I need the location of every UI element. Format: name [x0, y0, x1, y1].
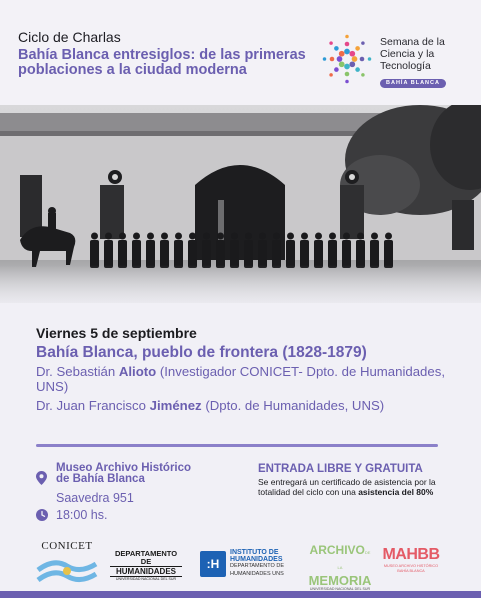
location-pin-icon	[36, 471, 47, 485]
certificate-note: Se entregará un certificado de asistencia por la totalidad del ciclo con una asistencia del 80%	[258, 477, 436, 497]
event-time: 18:00 hs.	[56, 508, 108, 522]
ih-icon: :H	[200, 551, 226, 577]
venue-name: Museo Archivo Histórico de Bahía Blanca	[56, 462, 192, 485]
clock-icon	[36, 509, 48, 521]
series-label: Ciclo de Charlas	[18, 29, 121, 45]
section-divider	[36, 444, 438, 447]
speaker-2: Dr. Juan Francisco Jiménez (Dpto. de Humanidades, UNS)	[36, 398, 385, 413]
speaker-1: Dr. Sebastián Alioto (Investigador CONICET- Dpto. de Humanidades, UNS)	[36, 364, 445, 394]
free-entry-label: ENTRADA LIBRE Y GRATUITA	[258, 463, 423, 475]
semana-ciencia-text: Semana de la Ciencia y la Tecnología	[380, 36, 445, 72]
photo-fade	[0, 265, 481, 315]
city-badge: BAHÍA BLANCA	[380, 79, 446, 88]
mahbb-logo: MAHBB MUSEO ARCHIVO HISTÓRICO BAHÍA BLANCA	[382, 546, 440, 573]
header-panel	[0, 0, 481, 120]
cycle-title: Bahía Blanca entresiglos: de las primeras poblaciones a la ciudad moderna	[18, 47, 306, 78]
venue-address: Saavedra 951	[56, 491, 134, 505]
semana-ciencia-logo	[318, 30, 468, 100]
sponsor-logos	[0, 540, 481, 591]
talk-title: Bahía Blanca, pueblo de frontera (1828-1879)	[36, 344, 367, 361]
instituto-humanidades-logo: :H INSTITUTO DE HUMANIDADES DEPARTAMENTO DE HUMANIDADES UNS	[200, 549, 292, 579]
departamento-humanidades-logo: DEPARTAMENTO DE HUMANIDADES UNIVERSIDAD NACIONAL DEL SUR	[110, 550, 182, 580]
footer-bar	[0, 591, 481, 598]
archivo-memoria-logo: ARCHIVODE LA MEMORIA UNIVERSIDAD NACIONAL DEL SUR	[308, 543, 372, 591]
conicet-logo: CONICET	[34, 540, 100, 586]
dotted-star-icon	[318, 30, 376, 88]
event-date: Viernes 5 de septiembre	[36, 325, 197, 341]
conicet-flag-icon	[34, 556, 100, 586]
